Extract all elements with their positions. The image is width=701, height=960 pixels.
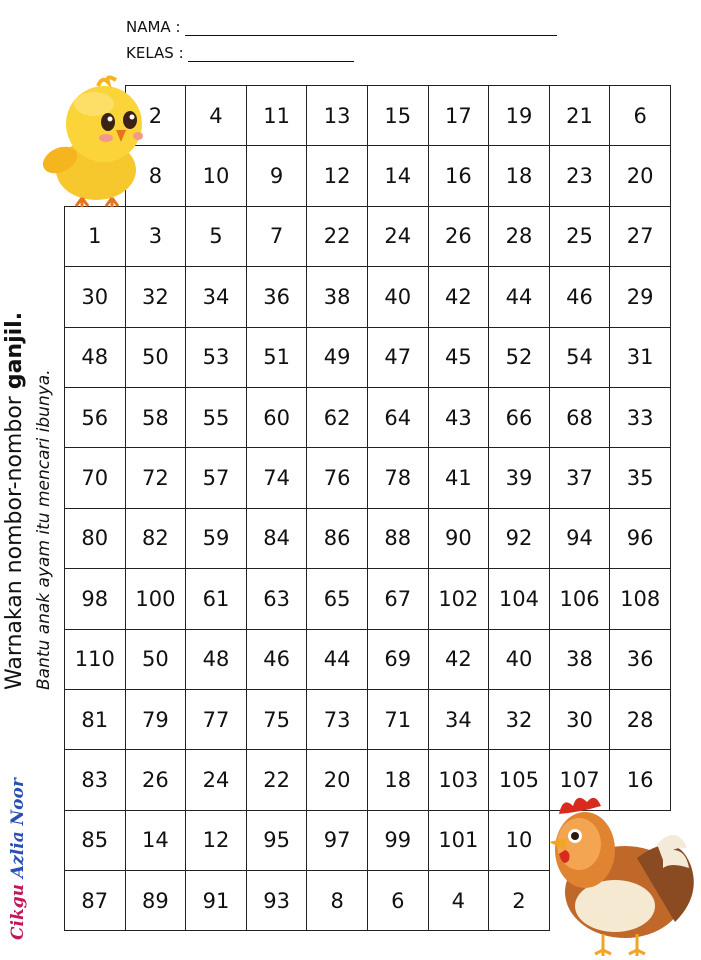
name-blank-line[interactable] xyxy=(185,21,557,36)
grid-cell[interactable]: 41 xyxy=(428,448,489,508)
grid-cell[interactable]: 101 xyxy=(428,810,489,870)
grid-cell[interactable]: 2 xyxy=(125,86,186,146)
grid-cell[interactable]: 14 xyxy=(367,146,428,206)
grid-cell[interactable]: 72 xyxy=(125,448,186,508)
grid-cell[interactable]: 74 xyxy=(246,448,307,508)
grid-cell[interactable]: 52 xyxy=(489,327,550,387)
grid-cell[interactable]: 44 xyxy=(307,629,368,689)
grid-cell[interactable]: 14 xyxy=(125,810,186,870)
instruction-bold: ganjil. xyxy=(2,311,27,390)
grid-cell[interactable]: 48 xyxy=(65,327,126,387)
chick-icon xyxy=(38,74,148,208)
grid-cell[interactable]: 75 xyxy=(246,689,307,749)
grid-row xyxy=(65,448,671,508)
grid-cell[interactable]: 65 xyxy=(307,569,368,629)
grid-cell[interactable]: 42 xyxy=(428,629,489,689)
grid-cell[interactable]: 48 xyxy=(186,629,247,689)
name-field[interactable] xyxy=(126,18,557,36)
grid-cell[interactable]: 9 xyxy=(246,146,307,206)
grid-cell[interactable]: 23 xyxy=(549,146,610,206)
grid-cell[interactable]: 26 xyxy=(428,206,489,266)
grid-cell[interactable]: 87 xyxy=(65,871,126,931)
grid-cell[interactable]: 102 xyxy=(428,569,489,629)
grid-cell[interactable]: 54 xyxy=(549,327,610,387)
grid-cell[interactable]: 2 xyxy=(489,871,550,931)
grid-cell[interactable]: 18 xyxy=(367,750,428,810)
grid-cell[interactable]: 90 xyxy=(428,508,489,568)
grid-cell[interactable]: 58 xyxy=(125,387,186,447)
grid-cell[interactable]: 71 xyxy=(367,689,428,749)
grid-cell[interactable]: 60 xyxy=(246,387,307,447)
grid-cell[interactable]: 95 xyxy=(246,810,307,870)
grid-cell[interactable]: 13 xyxy=(307,86,368,146)
grid-cell[interactable]: 31 xyxy=(610,327,671,387)
grid-cell[interactable]: 46 xyxy=(549,267,610,327)
grid-cell[interactable]: 5 xyxy=(186,206,247,266)
grid-cell[interactable]: 36 xyxy=(610,629,671,689)
grid-row xyxy=(65,569,671,629)
grid-cell[interactable]: 88 xyxy=(367,508,428,568)
instruction-text xyxy=(2,312,27,690)
grid-cell[interactable]: 106 xyxy=(549,569,610,629)
grid-row xyxy=(65,689,671,749)
grid-cell[interactable]: 44 xyxy=(489,267,550,327)
grid-cell[interactable]: 80 xyxy=(65,508,126,568)
grid-cell[interactable]: 30 xyxy=(65,267,126,327)
grid-cell[interactable]: 18 xyxy=(489,146,550,206)
grid-row xyxy=(65,146,671,206)
grid-cell[interactable]: 16 xyxy=(610,750,671,810)
brand-part2: Azlia Noor xyxy=(8,778,28,879)
grid-cell[interactable]: 35 xyxy=(610,448,671,508)
brand-part1: Cikgu xyxy=(8,878,28,940)
grid-cell[interactable]: 37 xyxy=(549,448,610,508)
grid-cell[interactable]: 38 xyxy=(549,629,610,689)
class-blank-line[interactable] xyxy=(188,47,354,62)
grid-cell[interactable]: 86 xyxy=(307,508,368,568)
brand-signature xyxy=(8,778,28,940)
grid-cell[interactable]: 99 xyxy=(367,810,428,870)
grid-cell[interactable]: 6 xyxy=(610,86,671,146)
grid-cell[interactable]: 70 xyxy=(65,448,126,508)
grid-cell[interactable]: 8 xyxy=(125,146,186,206)
grid-cell[interactable]: 21 xyxy=(549,86,610,146)
class-label: KELAS : xyxy=(126,44,184,62)
grid-cell[interactable]: 8 xyxy=(307,871,368,931)
grid-cell[interactable]: 68 xyxy=(549,387,610,447)
grid-cell[interactable]: 46 xyxy=(246,629,307,689)
grid-cell[interactable]: 76 xyxy=(307,448,368,508)
hen-icon xyxy=(545,788,695,958)
grid-cell[interactable]: 84 xyxy=(246,508,307,568)
grid-cell[interactable]: 69 xyxy=(367,629,428,689)
grid-cell[interactable]: 50 xyxy=(125,327,186,387)
grid-cell[interactable]: 103 xyxy=(428,750,489,810)
grid-cell[interactable]: 7 xyxy=(246,206,307,266)
grid-cell[interactable]: 73 xyxy=(307,689,368,749)
grid-row xyxy=(65,267,671,327)
grid-cell[interactable]: 28 xyxy=(489,206,550,266)
grid-cell[interactable]: 98 xyxy=(65,569,126,629)
grid-cell[interactable]: 105 xyxy=(489,750,550,810)
grid-cell[interactable]: 26 xyxy=(125,750,186,810)
grid-cell[interactable]: 32 xyxy=(125,267,186,327)
grid-cell[interactable]: 20 xyxy=(610,146,671,206)
grid-cell[interactable]: 4 xyxy=(186,86,247,146)
grid-cell[interactable]: 50 xyxy=(125,629,186,689)
grid-cell[interactable]: 42 xyxy=(428,267,489,327)
grid-cell[interactable]: 82 xyxy=(125,508,186,568)
grid-cell[interactable]: 19 xyxy=(489,86,550,146)
grid-cell[interactable]: 34 xyxy=(428,689,489,749)
grid-cell[interactable]: 92 xyxy=(489,508,550,568)
grid-row xyxy=(65,508,671,568)
grid-cell[interactable]: 77 xyxy=(186,689,247,749)
grid-cell[interactable]: 12 xyxy=(307,146,368,206)
grid-cell[interactable]: 33 xyxy=(610,387,671,447)
grid-cell[interactable]: 38 xyxy=(307,267,368,327)
grid-cell[interactable]: 29 xyxy=(610,267,671,327)
grid-cell[interactable]: 56 xyxy=(65,387,126,447)
grid-cell[interactable]: 10 xyxy=(489,810,550,870)
grid-cell[interactable]: 47 xyxy=(367,327,428,387)
grid-row xyxy=(65,629,671,689)
grid-cell[interactable]: 91 xyxy=(186,871,247,931)
grid-cell[interactable]: 78 xyxy=(367,448,428,508)
grid-cell[interactable]: 15 xyxy=(367,86,428,146)
grid-cell[interactable]: 66 xyxy=(489,387,550,447)
grid-cell[interactable]: 45 xyxy=(428,327,489,387)
grid-cell[interactable]: 43 xyxy=(428,387,489,447)
grid-cell[interactable]: 61 xyxy=(186,569,247,629)
grid-cell[interactable]: 96 xyxy=(610,508,671,568)
grid-cell[interactable]: 57 xyxy=(186,448,247,508)
grid-cell[interactable]: 53 xyxy=(186,327,247,387)
grid-cell[interactable]: 39 xyxy=(489,448,550,508)
grid-cell[interactable]: 3 xyxy=(125,206,186,266)
grid-cell[interactable]: 94 xyxy=(549,508,610,568)
grid-cell[interactable]: 64 xyxy=(367,387,428,447)
grid-cell[interactable]: 28 xyxy=(610,689,671,749)
grid-cell[interactable]: 11 xyxy=(246,86,307,146)
grid-cell[interactable]: 62 xyxy=(307,387,368,447)
grid-cell[interactable]: 40 xyxy=(489,629,550,689)
grid-cell[interactable]: 110 xyxy=(65,629,126,689)
grid-cell[interactable]: 27 xyxy=(610,206,671,266)
grid-cell[interactable]: 107 xyxy=(549,750,610,810)
grid-cell[interactable]: 36 xyxy=(246,267,307,327)
grid-cell[interactable]: 55 xyxy=(186,387,247,447)
grid-cell[interactable]: 97 xyxy=(307,810,368,870)
grid-cell[interactable]: 24 xyxy=(186,750,247,810)
grid-cell[interactable]: 51 xyxy=(246,327,307,387)
grid-cell[interactable]: 4 xyxy=(428,871,489,931)
grid-cell[interactable]: 25 xyxy=(549,206,610,266)
instruction-main: Warnakan nombor-nombor xyxy=(2,389,27,690)
grid-row xyxy=(65,86,671,146)
grid-cell[interactable]: 104 xyxy=(489,569,550,629)
grid-cell[interactable]: 81 xyxy=(65,689,126,749)
grid-cell[interactable]: 67 xyxy=(367,569,428,629)
grid-cell[interactable]: 30 xyxy=(549,689,610,749)
grid-row xyxy=(65,327,671,387)
grid-cell[interactable]: 10 xyxy=(186,146,247,206)
grid-cell[interactable]: 59 xyxy=(186,508,247,568)
grid-cell[interactable]: 34 xyxy=(186,267,247,327)
grid-cell[interactable]: 20 xyxy=(307,750,368,810)
grid-cell[interactable]: 108 xyxy=(610,569,671,629)
grid-cell[interactable]: 49 xyxy=(307,327,368,387)
class-field[interactable] xyxy=(126,44,354,62)
grid-cell[interactable]: 24 xyxy=(367,206,428,266)
grid-cell[interactable]: 63 xyxy=(246,569,307,629)
grid-cell[interactable]: 22 xyxy=(246,750,307,810)
grid-cell[interactable]: 1 xyxy=(65,206,126,266)
grid-cell[interactable]: 40 xyxy=(367,267,428,327)
grid-cell[interactable]: 32 xyxy=(489,689,550,749)
grid-row xyxy=(65,387,671,447)
grid-cell[interactable]: 6 xyxy=(367,871,428,931)
grid-cell[interactable]: 83 xyxy=(65,750,126,810)
grid-cell[interactable]: 100 xyxy=(125,569,186,629)
grid-cell[interactable]: 12 xyxy=(186,810,247,870)
grid-cell[interactable]: 85 xyxy=(65,810,126,870)
grid-cell[interactable]: 89 xyxy=(125,871,186,931)
name-label: NAMA : xyxy=(126,18,181,36)
grid-cell[interactable]: 93 xyxy=(246,871,307,931)
grid-cell[interactable]: 79 xyxy=(125,689,186,749)
grid-cell[interactable]: 17 xyxy=(428,86,489,146)
grid-row xyxy=(65,206,671,266)
grid-cell[interactable]: 16 xyxy=(428,146,489,206)
sub-instruction-text: Bantu anak ayam itu mencari ibunya. xyxy=(34,369,54,690)
grid-cell[interactable]: 22 xyxy=(307,206,368,266)
